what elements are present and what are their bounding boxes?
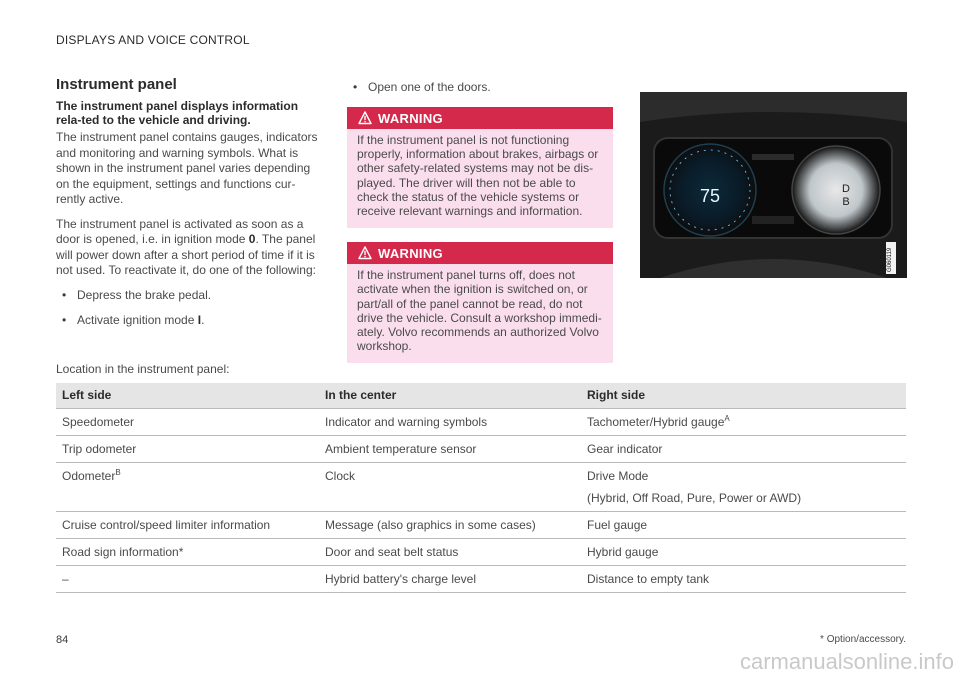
column-header-right: Right side bbox=[581, 383, 906, 408]
warning-header bbox=[347, 107, 613, 129]
cell-left: Cruise control/speed limiter information bbox=[56, 511, 319, 538]
warning-text: If the instrument panel turns off, does not activate when the ignition is switched on, or part/all of the panel cannot be read, do not drive the vehicle. Consult a workshop immedi-ately. Volvo recommends an authorized Volvo workshop. bbox=[357, 268, 602, 354]
page-title: Instrument panel bbox=[56, 76, 177, 93]
figure-code: G060119 bbox=[887, 247, 893, 272]
gear-indicator-bottom: B bbox=[842, 196, 850, 208]
cell-left bbox=[56, 462, 319, 511]
warning-box-1 bbox=[347, 107, 613, 228]
gear-indicator-top: D bbox=[842, 183, 850, 195]
table-row bbox=[56, 408, 906, 435]
cell-right-subtext: (Hybrid, Off Road, Pure, Power or AWD) bbox=[587, 490, 802, 505]
reactivate-list bbox=[56, 288, 320, 328]
cell-right-text: Drive Mode bbox=[587, 468, 649, 483]
column-header-center: In the center bbox=[319, 383, 581, 408]
table-row bbox=[56, 565, 906, 592]
list-item: • Depress the brake pedal. bbox=[56, 288, 320, 303]
warning-triangle-icon bbox=[358, 111, 372, 125]
table-row bbox=[56, 462, 906, 511]
cell-right: Hybrid gauge bbox=[581, 538, 906, 565]
ignition-mode-i: I bbox=[197, 312, 202, 327]
cell-left: Trip odometer bbox=[56, 435, 319, 462]
warning-box-2 bbox=[347, 242, 613, 363]
cell-right bbox=[581, 462, 906, 511]
list-item: • Open one of the doors. bbox=[347, 80, 613, 95]
footnote-marker: A bbox=[724, 413, 730, 423]
speed-readout: 75 bbox=[699, 186, 721, 206]
cell-center: Clock bbox=[319, 462, 581, 511]
section-header: DISPLAYS AND VOICE CONTROL bbox=[56, 33, 250, 47]
cell-right-text: Tachometer/Hybrid gauge bbox=[587, 414, 725, 429]
option-footnote: * Option/accessory. bbox=[820, 634, 906, 645]
table-row bbox=[56, 435, 906, 462]
reactivate-list-cont bbox=[347, 80, 613, 95]
footnote-marker: B bbox=[115, 467, 121, 477]
watermark-text: carmanualsonline.info bbox=[739, 649, 954, 674]
bullet-2-text-a: Activate ignition mode bbox=[77, 312, 198, 327]
cell-right bbox=[581, 408, 906, 435]
table-header-row bbox=[56, 383, 906, 408]
intro-column bbox=[56, 76, 320, 338]
body-paragraph-1: The instrument panel contains gauges, indicators and monitoring and warning symbols. What is shown in the instrument panel varies depending on the equipment, settings and functions cur-rently active. bbox=[56, 130, 318, 206]
paragraph-2-text-a: The instrument panel is activated as soon as a door is opened, i.e. in ignition mode bbox=[56, 216, 304, 246]
cell-right: Gear indicator bbox=[581, 435, 906, 462]
body-paragraph-2 bbox=[56, 217, 320, 279]
cell-center: Indicator and warning symbols bbox=[319, 408, 581, 435]
warning-label: WARNING bbox=[378, 110, 443, 126]
ignition-mode-0: 0 bbox=[248, 232, 256, 246]
warning-header bbox=[347, 242, 613, 264]
list-item bbox=[56, 313, 320, 328]
cell-right: Fuel gauge bbox=[581, 511, 906, 538]
column-header-left: Left side bbox=[56, 383, 319, 408]
cell-right: Distance to empty tank bbox=[581, 565, 906, 592]
table-row bbox=[56, 538, 906, 565]
cell-left: Road sign information* bbox=[56, 538, 319, 565]
instrument-panel-illustration bbox=[640, 92, 907, 278]
warning-label: WARNING bbox=[378, 245, 443, 261]
location-table bbox=[56, 383, 906, 593]
cell-left: Speedometer bbox=[56, 408, 319, 435]
lead-paragraph: The instrument panel displays information rela-ted to the vehicle and driving. bbox=[56, 99, 299, 127]
cell-center: Door and seat belt status bbox=[319, 538, 581, 565]
cell-left: – bbox=[56, 565, 319, 592]
cell-center: Ambient temperature sensor bbox=[319, 435, 581, 462]
cell-center: Message (also graphics in some cases) bbox=[319, 511, 581, 538]
table-row bbox=[56, 511, 906, 538]
cell-center: Hybrid battery's charge level bbox=[319, 565, 581, 592]
warning-triangle-icon bbox=[358, 246, 372, 260]
instrument-panel-photo bbox=[640, 92, 907, 278]
paragraph-2-text-b: . The panel will power down after a short period of time if it is not used. To reactivate it, do one of the following: bbox=[56, 232, 316, 277]
warning-column bbox=[347, 76, 613, 377]
cell-left-text: Odometer bbox=[62, 468, 116, 483]
location-label: Location in the instrument panel: bbox=[56, 362, 230, 376]
warning-text: If the instrument panel is not functioning properly, information about brakes, airbags or other safety-related systems may not be dis-played. The driver will then not be able to check the status of the vehicle systems or receive relevant warnings and information. bbox=[357, 133, 599, 219]
page-number: 84 bbox=[56, 634, 69, 646]
bullet-2-text-b: . bbox=[201, 312, 205, 327]
